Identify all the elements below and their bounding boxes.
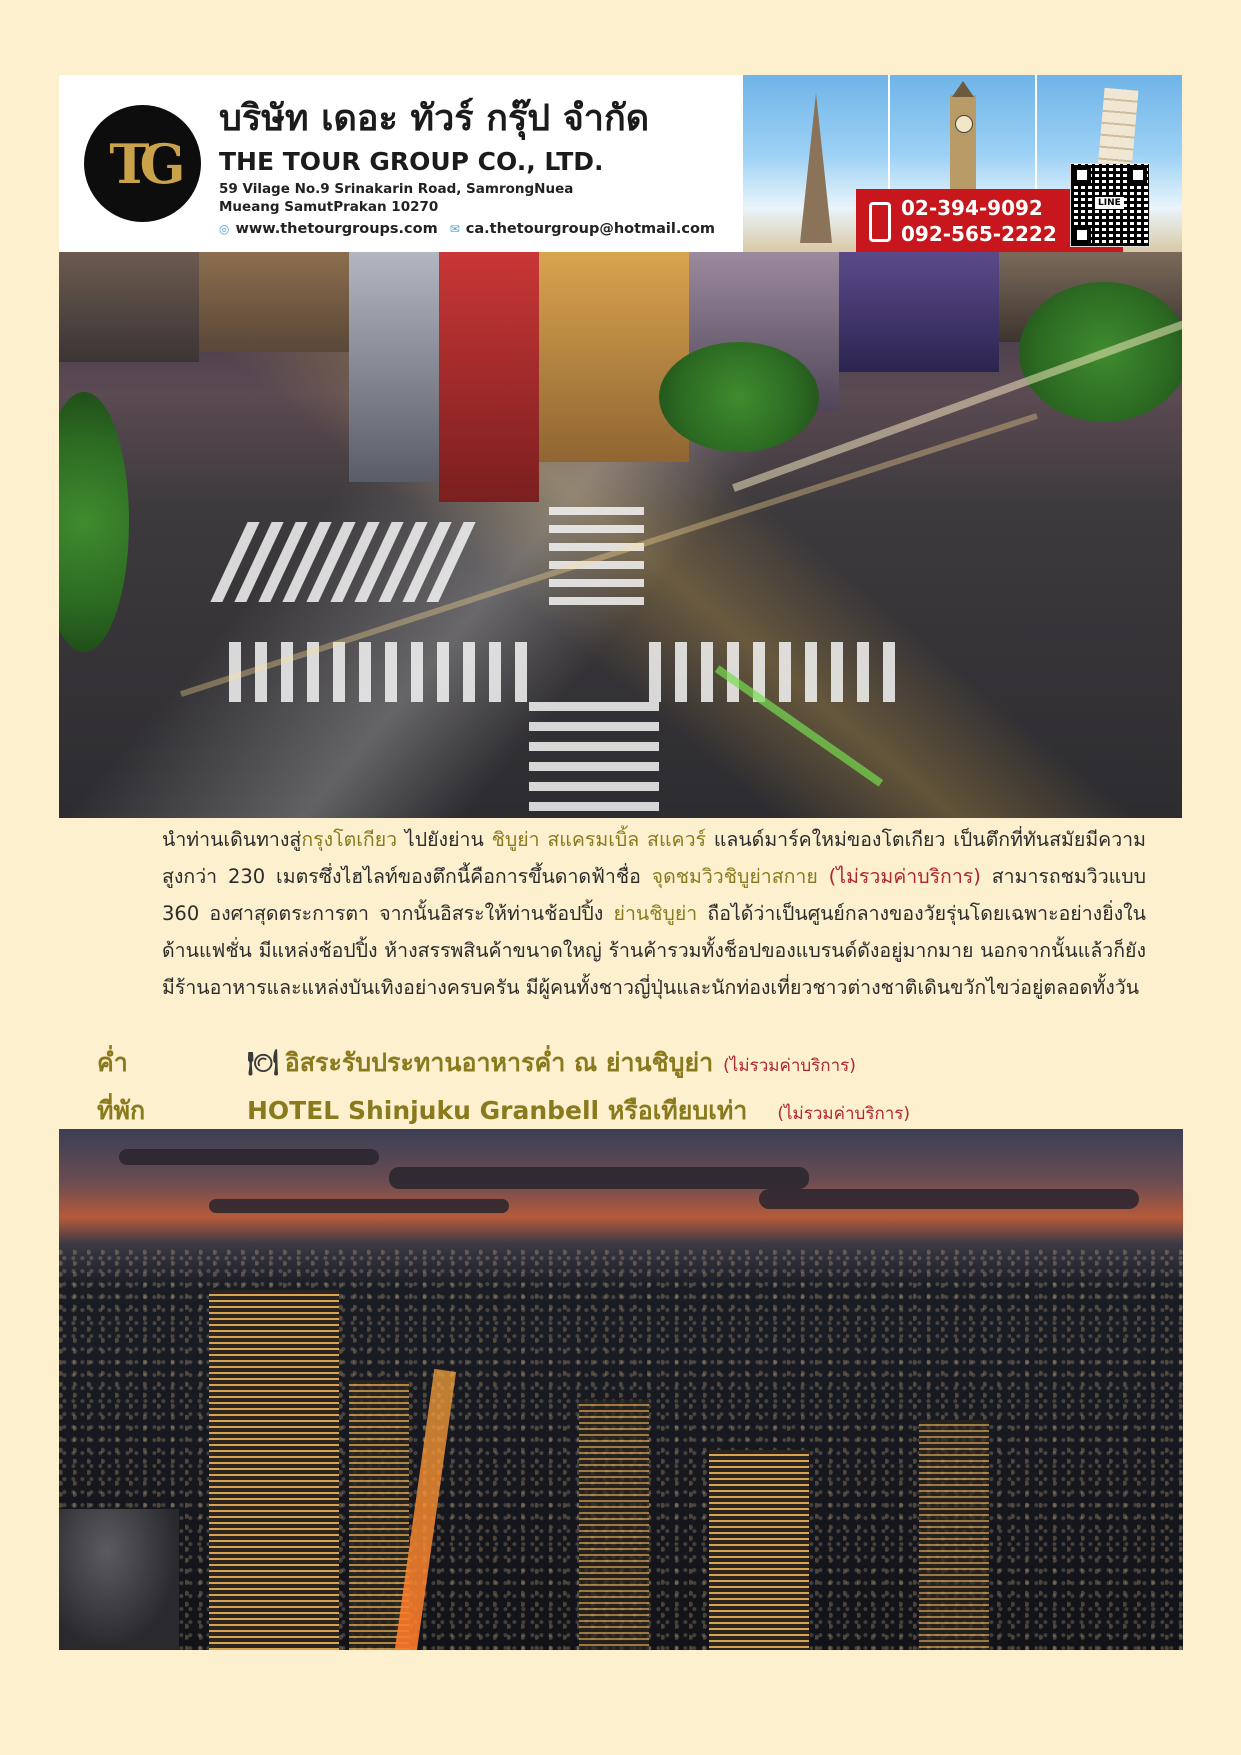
phone-number-2[interactable]: 092-565-2222 [901, 222, 1057, 246]
desc-text-4: สามารถชมวิวแบบ 360 องศาสุดตระการตา จากนั้นอิสระให้ท่านช้อปปิ้ง [162, 865, 1146, 925]
hotel-row [247, 1091, 910, 1131]
logo-monogram: TG [109, 131, 176, 196]
itinerary-description [162, 821, 1146, 1006]
desc-text-1: นำท่านเดินทางสู่ [162, 828, 302, 851]
website-link[interactable]: www.thetourgroups.com [235, 221, 438, 237]
desc-text-2: ไปยังย่าน [397, 828, 492, 851]
address-line-2: Mueang SamutPrakan 10270 [219, 199, 439, 215]
line-qr-code[interactable] [1070, 163, 1150, 247]
globe-icon: ◎ [219, 222, 230, 236]
company-header [59, 75, 1182, 252]
hotel-text: HOTEL Shinjuku Granbell หรือเทียบเท่า [247, 1096, 748, 1125]
shibuya-crossing-photo [59, 252, 1182, 818]
company-name-english: THE TOUR GROUP CO., LTD. [219, 147, 604, 176]
dinner-row [247, 1043, 856, 1083]
contact-line [219, 221, 715, 237]
tokyo-night-skyline-photo [59, 1129, 1183, 1650]
dinner-text: อิสระรับประทานอาหารค่ำ ณ ย่านชิบูย่า [284, 1048, 714, 1077]
hotel-note: (ไม่รวมค่าบริการ) [777, 1104, 911, 1124]
address-line-1: 59 Vilage No.9 Srinakarin Road, SamrongNuea [219, 181, 574, 197]
dinner-note: (ไม่รวมค่าบริการ) [723, 1056, 856, 1076]
email-icon: ✉ [449, 222, 460, 236]
shibuya-square-highlight: ชิบูย่า สแครมเบิ้ล สแควร์ [491, 828, 706, 851]
company-address [219, 180, 573, 216]
dinner-label: ค่ำ [97, 1048, 128, 1077]
desc-text-5: ถือได้ว่าเป็นศูนย์กลางของวัยรุ่นโดยเฉพาะอย่างยิ่งในด้านแฟชั่น มีแหล่งช้อปปิ้ง ห้างสรรพสินค้าขนาดใหญ่ ร้านค้ารวมทั้งช็อปของแบรนด์ดังอยู่มากมาย นอกจากนั้นแล้วก็ยังมีร้านอาหารและแหล่งบันเทิงอย่างครบครัน มีผู้คนทั้งชาวญี่ปุ่นและนักท่องเที่ยวชาวต่างชาติเดินขวักไขว่อยู่ตลอดทั้งวัน [162, 902, 1146, 999]
company-logo [84, 105, 201, 222]
qr-line-label: LINE [1095, 197, 1124, 209]
shibuya-district-highlight: ย่านชิบูย่า [613, 902, 698, 925]
not-included-note: (ไม่รวมค่าบริการ) [817, 865, 981, 888]
dining-icon: 🍽 [247, 1048, 279, 1077]
desc-text-3: แลนด์มาร์คใหม่ของโตเกียว เป็นตึกที่ทันสมัยมีความสูงกว่า 230 เมตรซึ่งไฮไลท์ของตึกนี้คือการขึ้นดาดฟ้าชื่อ [162, 828, 1146, 888]
company-name-thai: บริษัท เดอะ ทัวร์ กรุ๊ป จำกัด [219, 98, 650, 139]
tokyo-highlight: กรุงโตเกียว [301, 828, 398, 851]
phone-number-1[interactable]: 02-394-9092 [901, 196, 1043, 220]
hotel-label: ที่พัก [97, 1096, 146, 1125]
phone-icon [869, 202, 891, 242]
email-link[interactable]: ca.thetourgroup@hotmail.com [465, 221, 716, 237]
phone-numbers [901, 195, 1057, 247]
shibuya-sky-highlight: จุดชมวิวชิบูย่าสกาย [651, 865, 818, 888]
